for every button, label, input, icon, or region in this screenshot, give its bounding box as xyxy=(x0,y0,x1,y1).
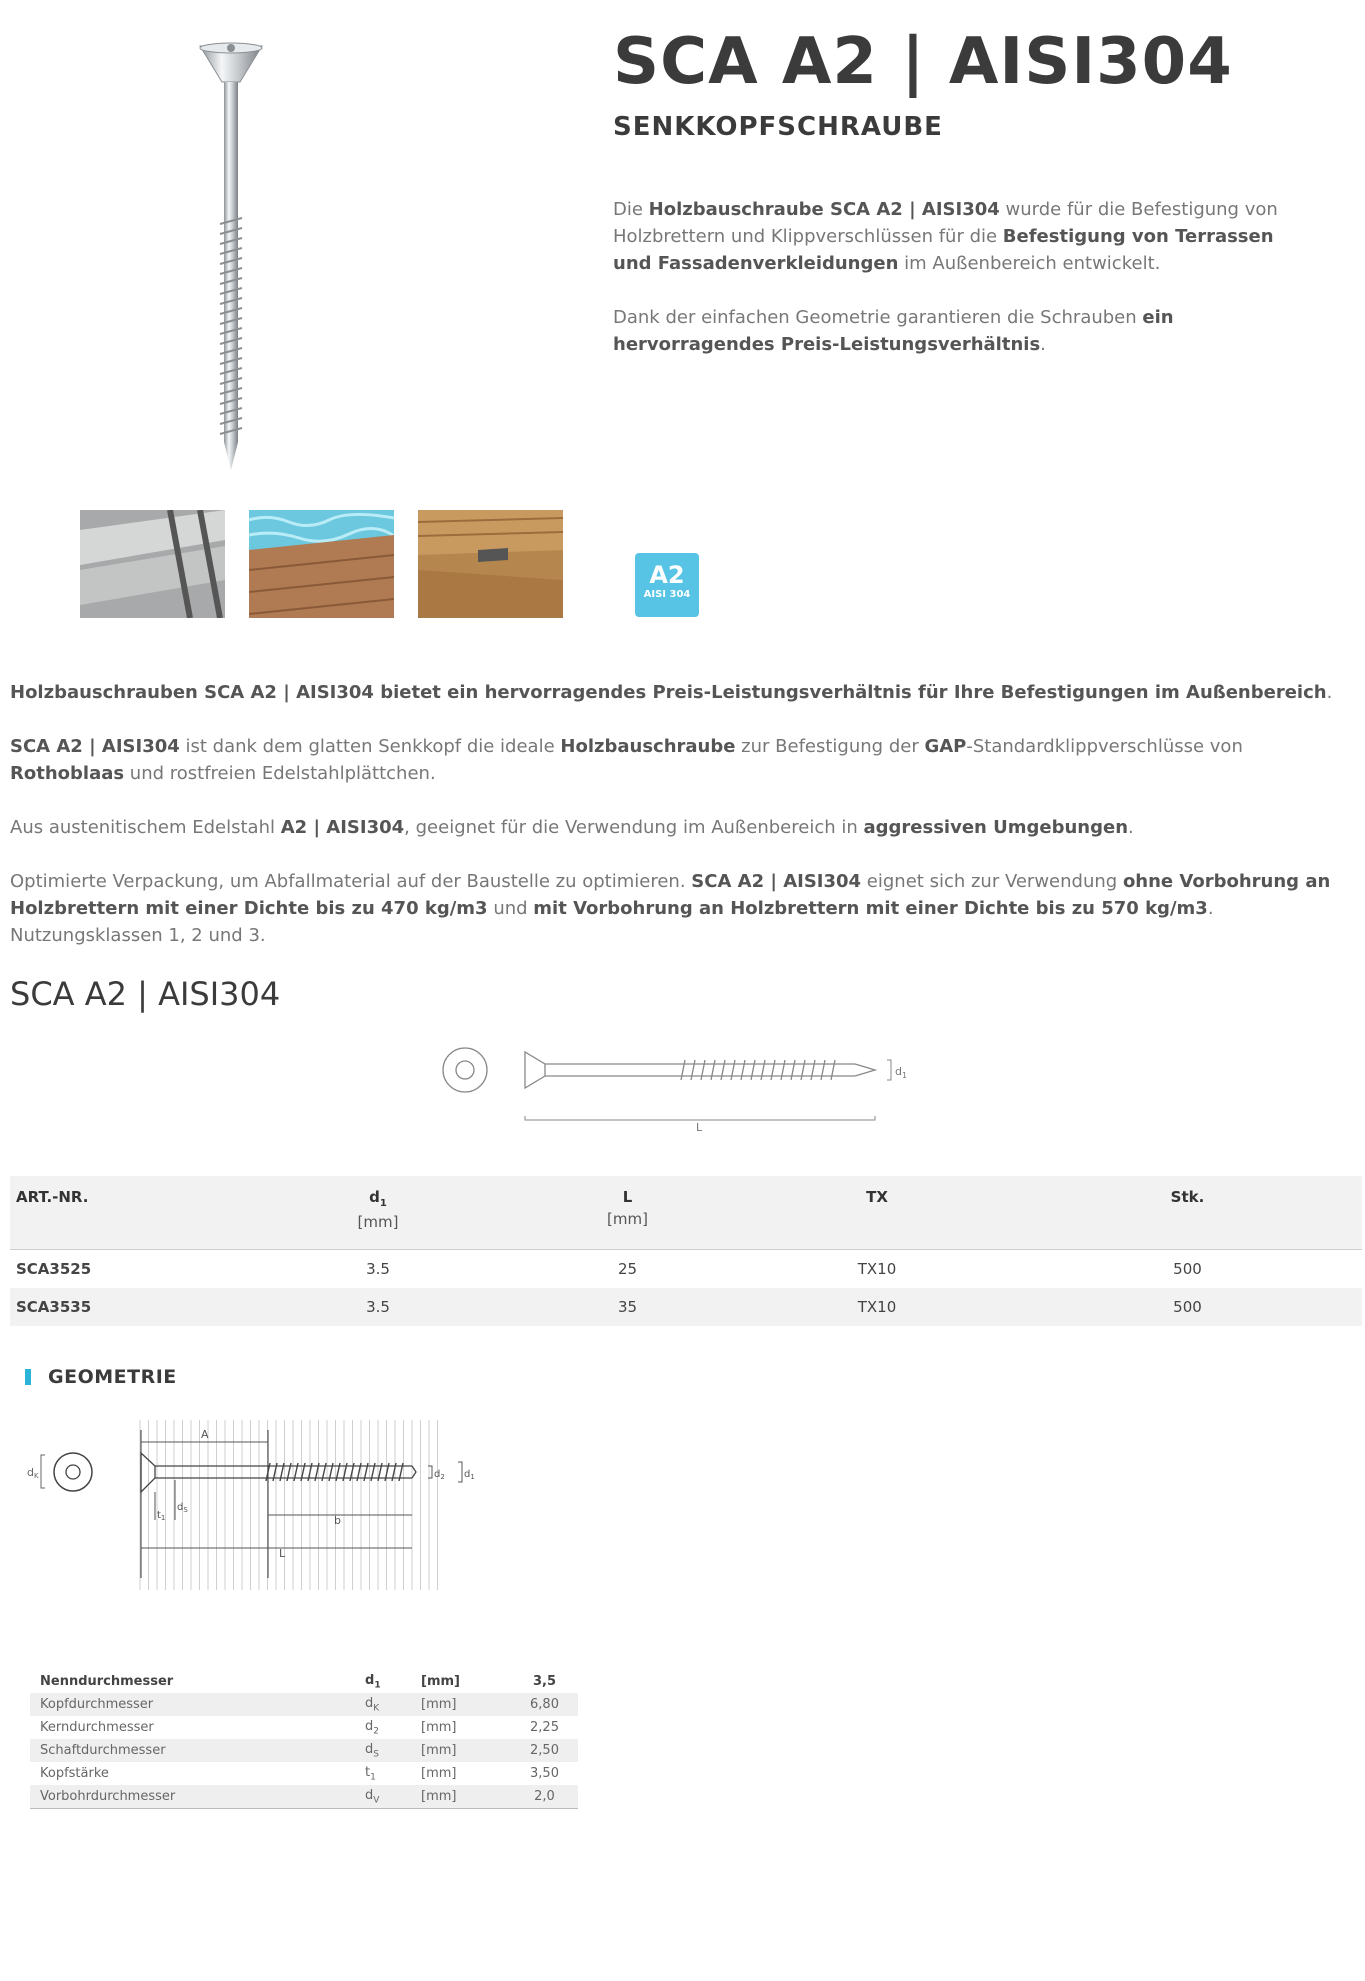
geometry-drawing xyxy=(20,1420,540,1590)
geo-unit: [mm] xyxy=(421,1693,511,1716)
geo-symbol: $d_1$ xyxy=(365,1672,381,1691)
cell-d1: 3.5 xyxy=(366,1260,390,1278)
table-row xyxy=(30,1716,578,1739)
cell-art-nr: SCA3535 xyxy=(10,1288,242,1326)
d1-label: $d_1$ xyxy=(895,1065,908,1080)
description-paragraph-2: SCA A2 | AISI304 ist dank dem glatten Senkkopf die ideale Holzbauschraube zur Befestigung der GAP-Standardklippverschlüsse von Rothoblaas und rostfreien Edelstahlplättchen. xyxy=(10,736,1243,784)
description-paragraph-4: Optimierte Verpackung, um Abfallmaterial auf der Baustelle zu optimieren. SCA A2 | AISI304 eignet sich zur Verwendung ohne Vorbohrung an Holzbrettern mit einer Dichte bis zu 470 kg/m3 und mit Vorbohrung an Holzbrettern mit einer Dichte bis zu 570 kg/m3. Nutzungsklassen 1, 2 und 3. xyxy=(10,871,1331,946)
geo-unit: [mm] xyxy=(421,1785,511,1809)
badge-standard: AISI 304 xyxy=(643,589,691,600)
geo-symbol: $d_V$ xyxy=(365,1785,421,1809)
b-label: b xyxy=(334,1514,341,1527)
description-paragraph-3: Aus austenitischem Edelstahl A2 | AISI304, geeignet für die Verwendung im Außenbereich in aggressiven Umgebungen. xyxy=(10,817,1134,838)
geo-symbol: $d_2$ xyxy=(365,1718,379,1737)
geo-name: Kerndurchmesser xyxy=(40,1720,154,1735)
length-label: L xyxy=(696,1121,703,1134)
geo-value: 3,50 xyxy=(530,1766,559,1781)
thumbnail-wood-deck[interactable] xyxy=(418,510,563,618)
geometry-table-header xyxy=(30,1670,578,1693)
a2-aisi304-badge xyxy=(635,553,699,617)
header-art-nr: ART.-NR. xyxy=(10,1176,242,1250)
description-paragraph-1: Holzbauschrauben SCA A2 | AISI304 bietet ein hervorragendes Preis-Leistungsverhältnis für Ihre Befestigungen im Außenbereich. xyxy=(10,682,1333,703)
d1-label: $d_1$ xyxy=(464,1469,475,1481)
cell-tx: TX10 xyxy=(741,1288,1013,1326)
geo-name: Kopfstärke xyxy=(40,1766,109,1781)
geo-unit: [mm] xyxy=(421,1674,460,1689)
cell-art-nr: SCA3525 xyxy=(16,1260,92,1278)
geo-symbol: $d_S$ xyxy=(365,1739,421,1762)
geo-name: Nenndurchmesser xyxy=(40,1674,174,1689)
ds-label: $d_S$ xyxy=(177,1502,188,1514)
d2-label: $d_2$ xyxy=(434,1469,445,1481)
dk-label: dK xyxy=(27,1466,39,1480)
table-row xyxy=(30,1762,578,1785)
geo-name: Kopfdurchmesser xyxy=(30,1693,365,1716)
cell-tx: TX10 xyxy=(857,1260,897,1278)
cell-length: 25 xyxy=(617,1260,638,1278)
cell-d1: 3.5 xyxy=(242,1288,514,1326)
table-row xyxy=(10,1250,1362,1289)
geometry-accent-bar xyxy=(25,1369,31,1385)
a-label: A xyxy=(201,1428,209,1441)
product-table-header xyxy=(10,1176,1362,1250)
screw-product-image xyxy=(180,38,290,478)
product-table xyxy=(10,1176,1362,1326)
l-label: L xyxy=(279,1547,286,1560)
geo-symbol: $d_K$ xyxy=(365,1693,421,1716)
t1-label: $t_1$ xyxy=(157,1510,166,1522)
intro-paragraph-1: Die Holzbauschraube SCA A2 | AISI304 wurde für die Befestigung von Holzbrettern und Klippverschlüssen für die Befestigung von Terrassen und Fassadenverkleidungen im Außenbereich entwickelt. xyxy=(613,199,1278,274)
geo-unit: [mm] xyxy=(421,1766,457,1781)
geo-unit: [mm] xyxy=(421,1720,457,1735)
geo-value: 3,5 xyxy=(532,1674,557,1689)
header-stk: Stk. xyxy=(1013,1176,1362,1250)
thumbnail-pool-deck[interactable] xyxy=(249,510,394,618)
section-title: SCA A2 | AISI304 xyxy=(10,975,281,1013)
table-row xyxy=(30,1785,578,1809)
cell-length: 35 xyxy=(514,1288,741,1326)
product-title: SCA A2 | AISI304 xyxy=(613,25,1233,99)
geo-value: 2,25 xyxy=(530,1720,559,1735)
cell-stk: 500 xyxy=(1173,1260,1202,1278)
header-length: L [mm] xyxy=(514,1176,741,1250)
geo-symbol: $t_1$ xyxy=(365,1764,376,1783)
badge-grade: A2 xyxy=(649,561,685,589)
intro-paragraph-2: Dank der einfachen Geometrie garantieren die Schrauben ein hervorragendes Preis-Leistungsverhältnis. xyxy=(613,307,1174,355)
header-tx: TX xyxy=(741,1176,1013,1250)
cell-stk: 500 xyxy=(1013,1288,1362,1326)
table-row xyxy=(30,1739,578,1762)
header-d1: $d_1$ [mm] xyxy=(242,1176,514,1250)
geo-unit: [mm] xyxy=(421,1739,511,1762)
geometry-heading: GEOMETRIE xyxy=(48,1366,177,1388)
product-subtitle: SENKKOPFSCHRAUBE xyxy=(613,112,943,142)
geo-name: Schaftdurchmesser xyxy=(30,1739,365,1762)
table-row xyxy=(10,1288,1362,1326)
geo-value: 2,0 xyxy=(511,1785,578,1809)
geo-name: Vorbohrdurchmesser xyxy=(30,1785,365,1809)
geo-value: 2,50 xyxy=(511,1739,578,1762)
thumbnail-facade-boards[interactable] xyxy=(80,510,225,618)
geo-value: 6,80 xyxy=(511,1693,578,1716)
table-row xyxy=(30,1693,578,1716)
screw-technical-drawing xyxy=(435,1040,925,1140)
geometry-table xyxy=(30,1670,578,1809)
